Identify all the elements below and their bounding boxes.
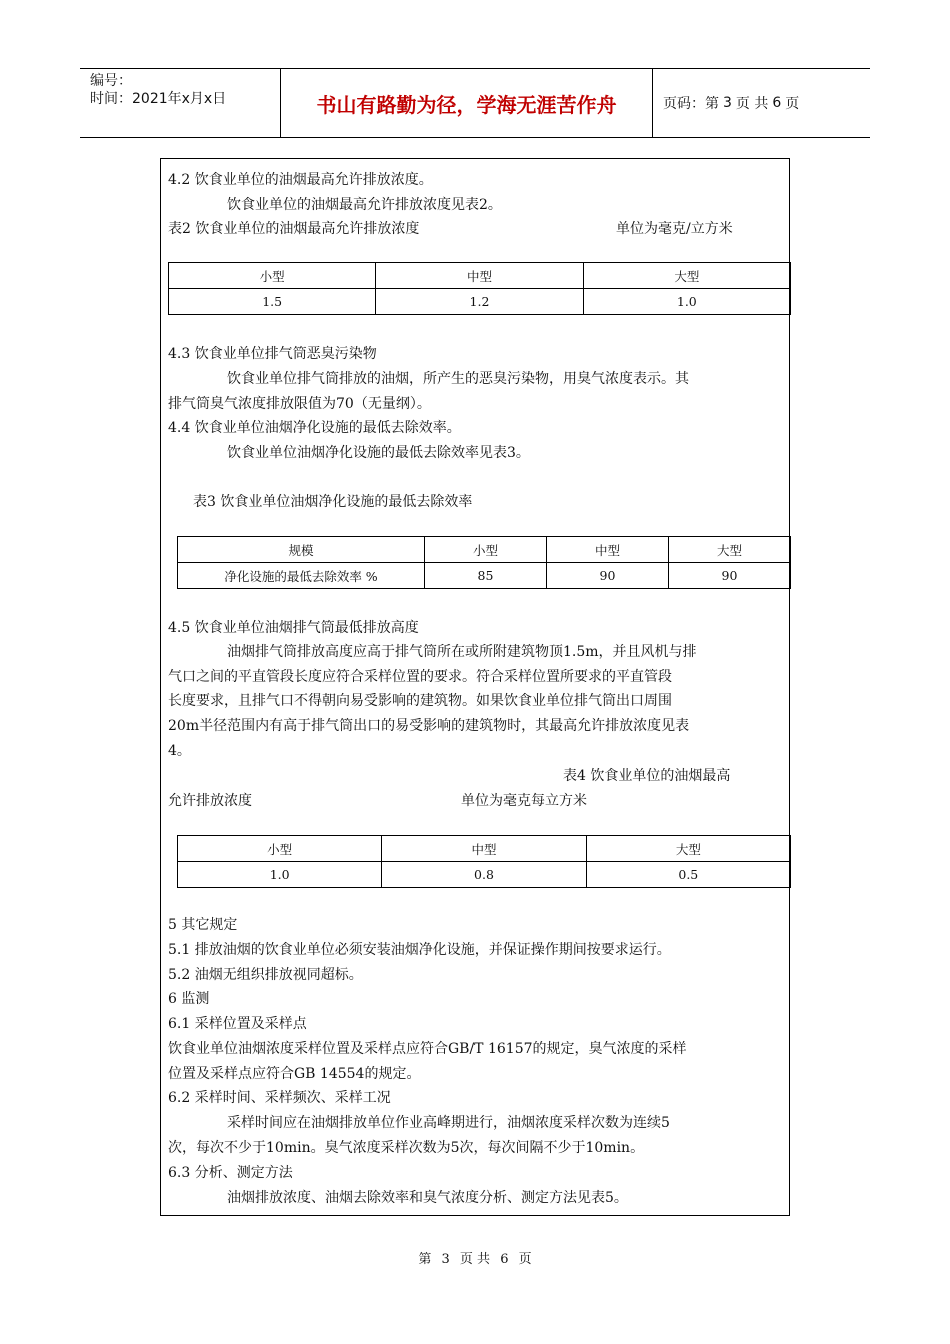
page-prefix: 页码：第: [663, 96, 719, 112]
section-5-title: 5 其它规定: [168, 917, 238, 933]
section-6-title: 6 监测: [168, 991, 210, 1007]
section-4-4-title: 4.4 饮食业单位油烟净化设施的最低去除效率。: [168, 420, 461, 436]
table-header-cell: 大型: [583, 263, 790, 289]
section-4-5-text-1: 油烟排气筒排放高度应高于排气筒所在或所附建筑物顶1.5m，并且风机与排: [227, 644, 697, 660]
footer-suffix: 页: [518, 1252, 532, 1267]
footer-mid: 页 共: [459, 1252, 491, 1267]
footer-total-pages: 6: [500, 1252, 509, 1267]
section-6-2-text-1: 采样时间应在油烟排放单位作业高峰期进行，油烟浓度采样次数为连续5: [227, 1115, 670, 1131]
table-cell: 净化设施的最低去除效率 %: [178, 563, 425, 589]
content-frame: [160, 158, 790, 1216]
header-meta: [80, 69, 280, 137]
page-footer: [0, 1248, 950, 1267]
section-6-2-title: 6.2 采样时间、采样频次、采样工况: [168, 1090, 391, 1106]
table2-caption: 表2 饮食业单位的油烟最高允许排放浓度: [168, 221, 420, 237]
table-header-row: [169, 263, 791, 289]
table2-unit: 单位为毫克/立方米: [616, 221, 733, 237]
section-6-1-text-1: 饮食业单位油烟浓度采样位置及采样点应符合GB/T 16157的规定，臭气浓度的采样: [168, 1041, 687, 1057]
table-header-cell: 中型: [382, 836, 586, 862]
section-6-3-title: 6.3 分析、测定方法: [168, 1165, 293, 1181]
footer-current-page: 3: [441, 1252, 450, 1267]
table-cell: 90: [547, 563, 669, 589]
header-motto: 书山有路勤为径，学海无涯苦作舟: [280, 69, 653, 137]
section-6-2-text-2: 次，每次不少于10min。臭气浓度采样次数为5次，每次间隔不少于10min。: [168, 1140, 645, 1156]
table-cell: 90: [669, 563, 791, 589]
table-header-cell: 小型: [178, 836, 382, 862]
table-cell: 1.0: [583, 289, 790, 315]
table-header-cell: 中型: [547, 537, 669, 563]
section-4-5-title: 4.5 饮食业单位油烟排气筒最低排放高度: [168, 620, 419, 636]
section-4-3-title: 4.3 饮食业单位排气筒恶臭污染物: [168, 346, 377, 362]
table-cell: 85: [425, 563, 547, 589]
section-4-5-text-4: 20m半径范围内有高于排气筒出口的易受影响的建筑物时，其最高允许排放浓度见表: [168, 718, 690, 734]
footer-prefix: 第: [418, 1252, 432, 1267]
page-current: 3: [723, 95, 732, 111]
table-header-cell: 大型: [669, 537, 791, 563]
table4-caption: 表4 饮食业单位的油烟最高: [563, 768, 731, 784]
section-4-4-text: 饮食业单位油烟净化设施的最低去除效率见表3。: [227, 445, 530, 461]
header-page-info: [653, 69, 870, 137]
date-line: 时间：2021年x月x日: [90, 91, 227, 107]
table-header-row: [178, 537, 791, 563]
section-5-1: 5.1 排放油烟的饮食业单位必须安装油烟净化设施，并保证操作期间按要求运行。: [168, 942, 671, 958]
section-4-5-text-5: 4。: [168, 743, 191, 759]
table-cell: 1.0: [178, 862, 382, 888]
table4-unit: 单位为毫克每立方米: [461, 793, 587, 809]
table-cell: 1.5: [169, 289, 376, 315]
section-4-5-text-3: 长度要求，且排气口不得朝向易受影响的建筑物。如果饮食业单位排气筒出口周围: [168, 693, 672, 709]
section-4-2-title: 4.2 饮食业单位的油烟最高允许排放浓度。: [168, 172, 433, 188]
page-total: 6: [772, 95, 782, 111]
section-4-3-text-2: 排气筒臭气浓度排放限值为70（无量纲）。: [168, 396, 431, 412]
table-header-cell: 小型: [169, 263, 376, 289]
table-cell: 1.2: [376, 289, 583, 315]
page-suffix: 页: [785, 96, 800, 112]
section-5-2: 5.2 油烟无组织排放视同超标。: [168, 967, 363, 983]
section-4-5-text-2: 气口之间的平直管段长度应符合采样位置的要求。符合采样位置所要求的平直管段: [168, 669, 672, 685]
table-row: [178, 563, 791, 589]
table-header-cell: 小型: [425, 537, 547, 563]
section-6-1-text-2: 位置及采样点应符合GB 14554的规定。: [168, 1066, 421, 1082]
table4: [177, 835, 791, 888]
table3-caption: 表3 饮食业单位油烟净化设施的最低去除效率: [193, 494, 473, 510]
page-mid: 页 共: [735, 96, 769, 112]
section-4-2-text: 饮食业单位的油烟最高允许排放浓度见表2。: [227, 197, 502, 213]
table-header-cell: 大型: [586, 836, 790, 862]
table3: [177, 536, 791, 589]
page-header: [80, 68, 870, 138]
table-cell: 0.8: [382, 862, 586, 888]
serial-label: 编号：: [90, 73, 132, 89]
section-4-3-text-1: 饮食业单位排气筒排放的油烟，所产生的恶臭污染物，用臭气浓度表示。其: [227, 371, 689, 387]
table2: [168, 262, 791, 315]
table4-caption-continued: 允许排放浓度: [168, 793, 252, 809]
table-header-row: [178, 836, 791, 862]
table-row: [169, 289, 791, 315]
table-header-cell: 规模: [178, 537, 425, 563]
section-6-3-text: 油烟排放浓度、油烟去除效率和臭气浓度分析、测定方法见表5。: [227, 1190, 628, 1206]
table-header-cell: 中型: [376, 263, 583, 289]
section-6-1-title: 6.1 采样位置及采样点: [168, 1016, 307, 1032]
table-cell: 0.5: [586, 862, 790, 888]
table-row: [178, 862, 791, 888]
